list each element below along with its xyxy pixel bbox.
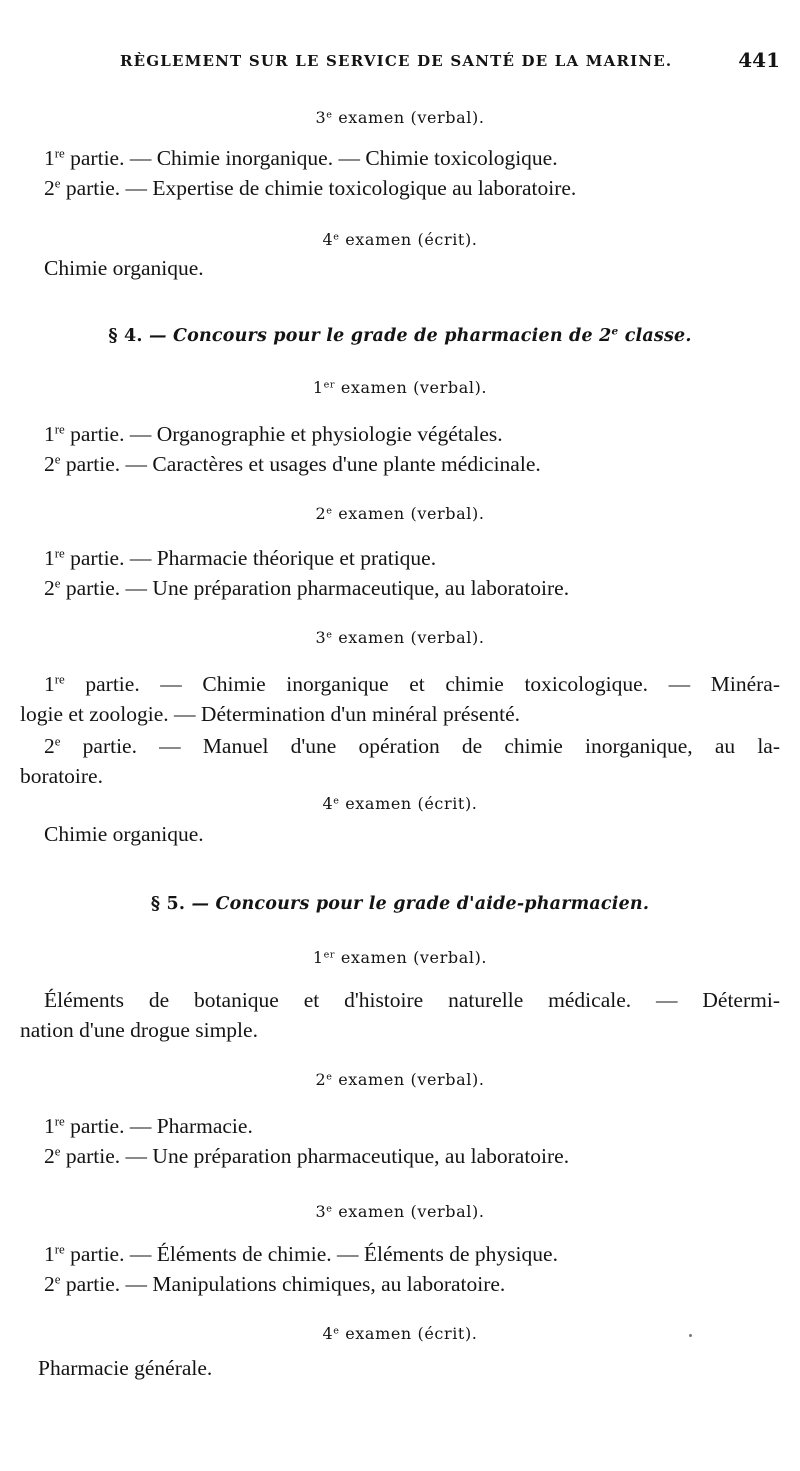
exam-heading: 3e examen (verbal). — [315, 628, 485, 647]
subject-line: Éléments de botanique et d'histoire naturelle médicale. — Détermi- — [44, 988, 780, 1012]
exam-heading: 4e examen (écrit). — [322, 794, 478, 813]
part-line: 1re partie. — Pharmacie. — [44, 1114, 253, 1138]
section-heading: § 4. — Concours pour le grade de pharmacien de 2e classe. — [108, 325, 692, 346]
part-line: 1re partie. — Pharmacie théorique et pratique. — [44, 546, 437, 570]
part-line: 2e partie. — Expertise de chimie toxicologique au laboratoire. — [44, 176, 577, 200]
exam-heading: 4e examen (écrit). — [322, 1324, 478, 1343]
running-title: RÈGLEMENT SUR LE SERVICE DE SANTÉ DE LA MARINE. — [120, 52, 673, 70]
part-line: 2e partie. — Une préparation pharmaceutique, au laboratoire. — [44, 1144, 570, 1168]
subject-line: Chimie organique. — [44, 256, 204, 280]
part-line: 2e partie. — Manipulations chimiques, au laboratoire. — [44, 1272, 506, 1296]
part-line: 1re partie. — Organographie et physiologie végétales. — [44, 422, 503, 446]
subject-line: Chimie organique. — [44, 822, 204, 846]
part-line: 2e partie. — Manuel d'une opération de chimie inorganique, au la- — [44, 734, 780, 758]
exam-heading: 2e examen (verbal). — [315, 504, 485, 523]
part-line: 1re partie. — Éléments de chimie. — Éléments de physique. — [44, 1242, 558, 1266]
exam-heading: 4e examen (écrit). — [322, 230, 478, 249]
part-line-continued: boratoire. — [20, 764, 103, 788]
exam-heading: 1er examen (verbal). — [312, 948, 488, 967]
subject-line: Pharmacie générale. — [38, 1356, 213, 1380]
exam-heading: 2e examen (verbal). — [315, 1070, 485, 1089]
part-line: 1re partie. — Chimie inorganique et chimie toxicologique. — Minéra- — [44, 672, 781, 696]
part-line-continued: logie et zoologie. — Détermination d'un minéral présenté. — [20, 702, 521, 726]
part-line: 2e partie. — Caractères et usages d'une plante médicinale. — [44, 452, 541, 476]
section-heading: § 5. — Concours pour le grade d'aide-pharmacien. — [150, 894, 650, 914]
part-line: 1re partie. — Chimie inorganique. — Chimie toxicologique. — [44, 146, 558, 170]
exam-heading: 1er examen (verbal). — [312, 378, 488, 397]
exam-heading: 3e examen (verbal). — [315, 108, 485, 127]
exam-heading: 3e examen (verbal). — [315, 1202, 485, 1221]
print-speck — [689, 1334, 692, 1337]
subject-line-continued: nation d'une drogue simple. — [20, 1018, 258, 1042]
page-number: 441 — [738, 48, 780, 72]
page-header — [120, 48, 800, 78]
part-line: 2e partie. — Une préparation pharmaceutique, au laboratoire. — [44, 576, 570, 600]
